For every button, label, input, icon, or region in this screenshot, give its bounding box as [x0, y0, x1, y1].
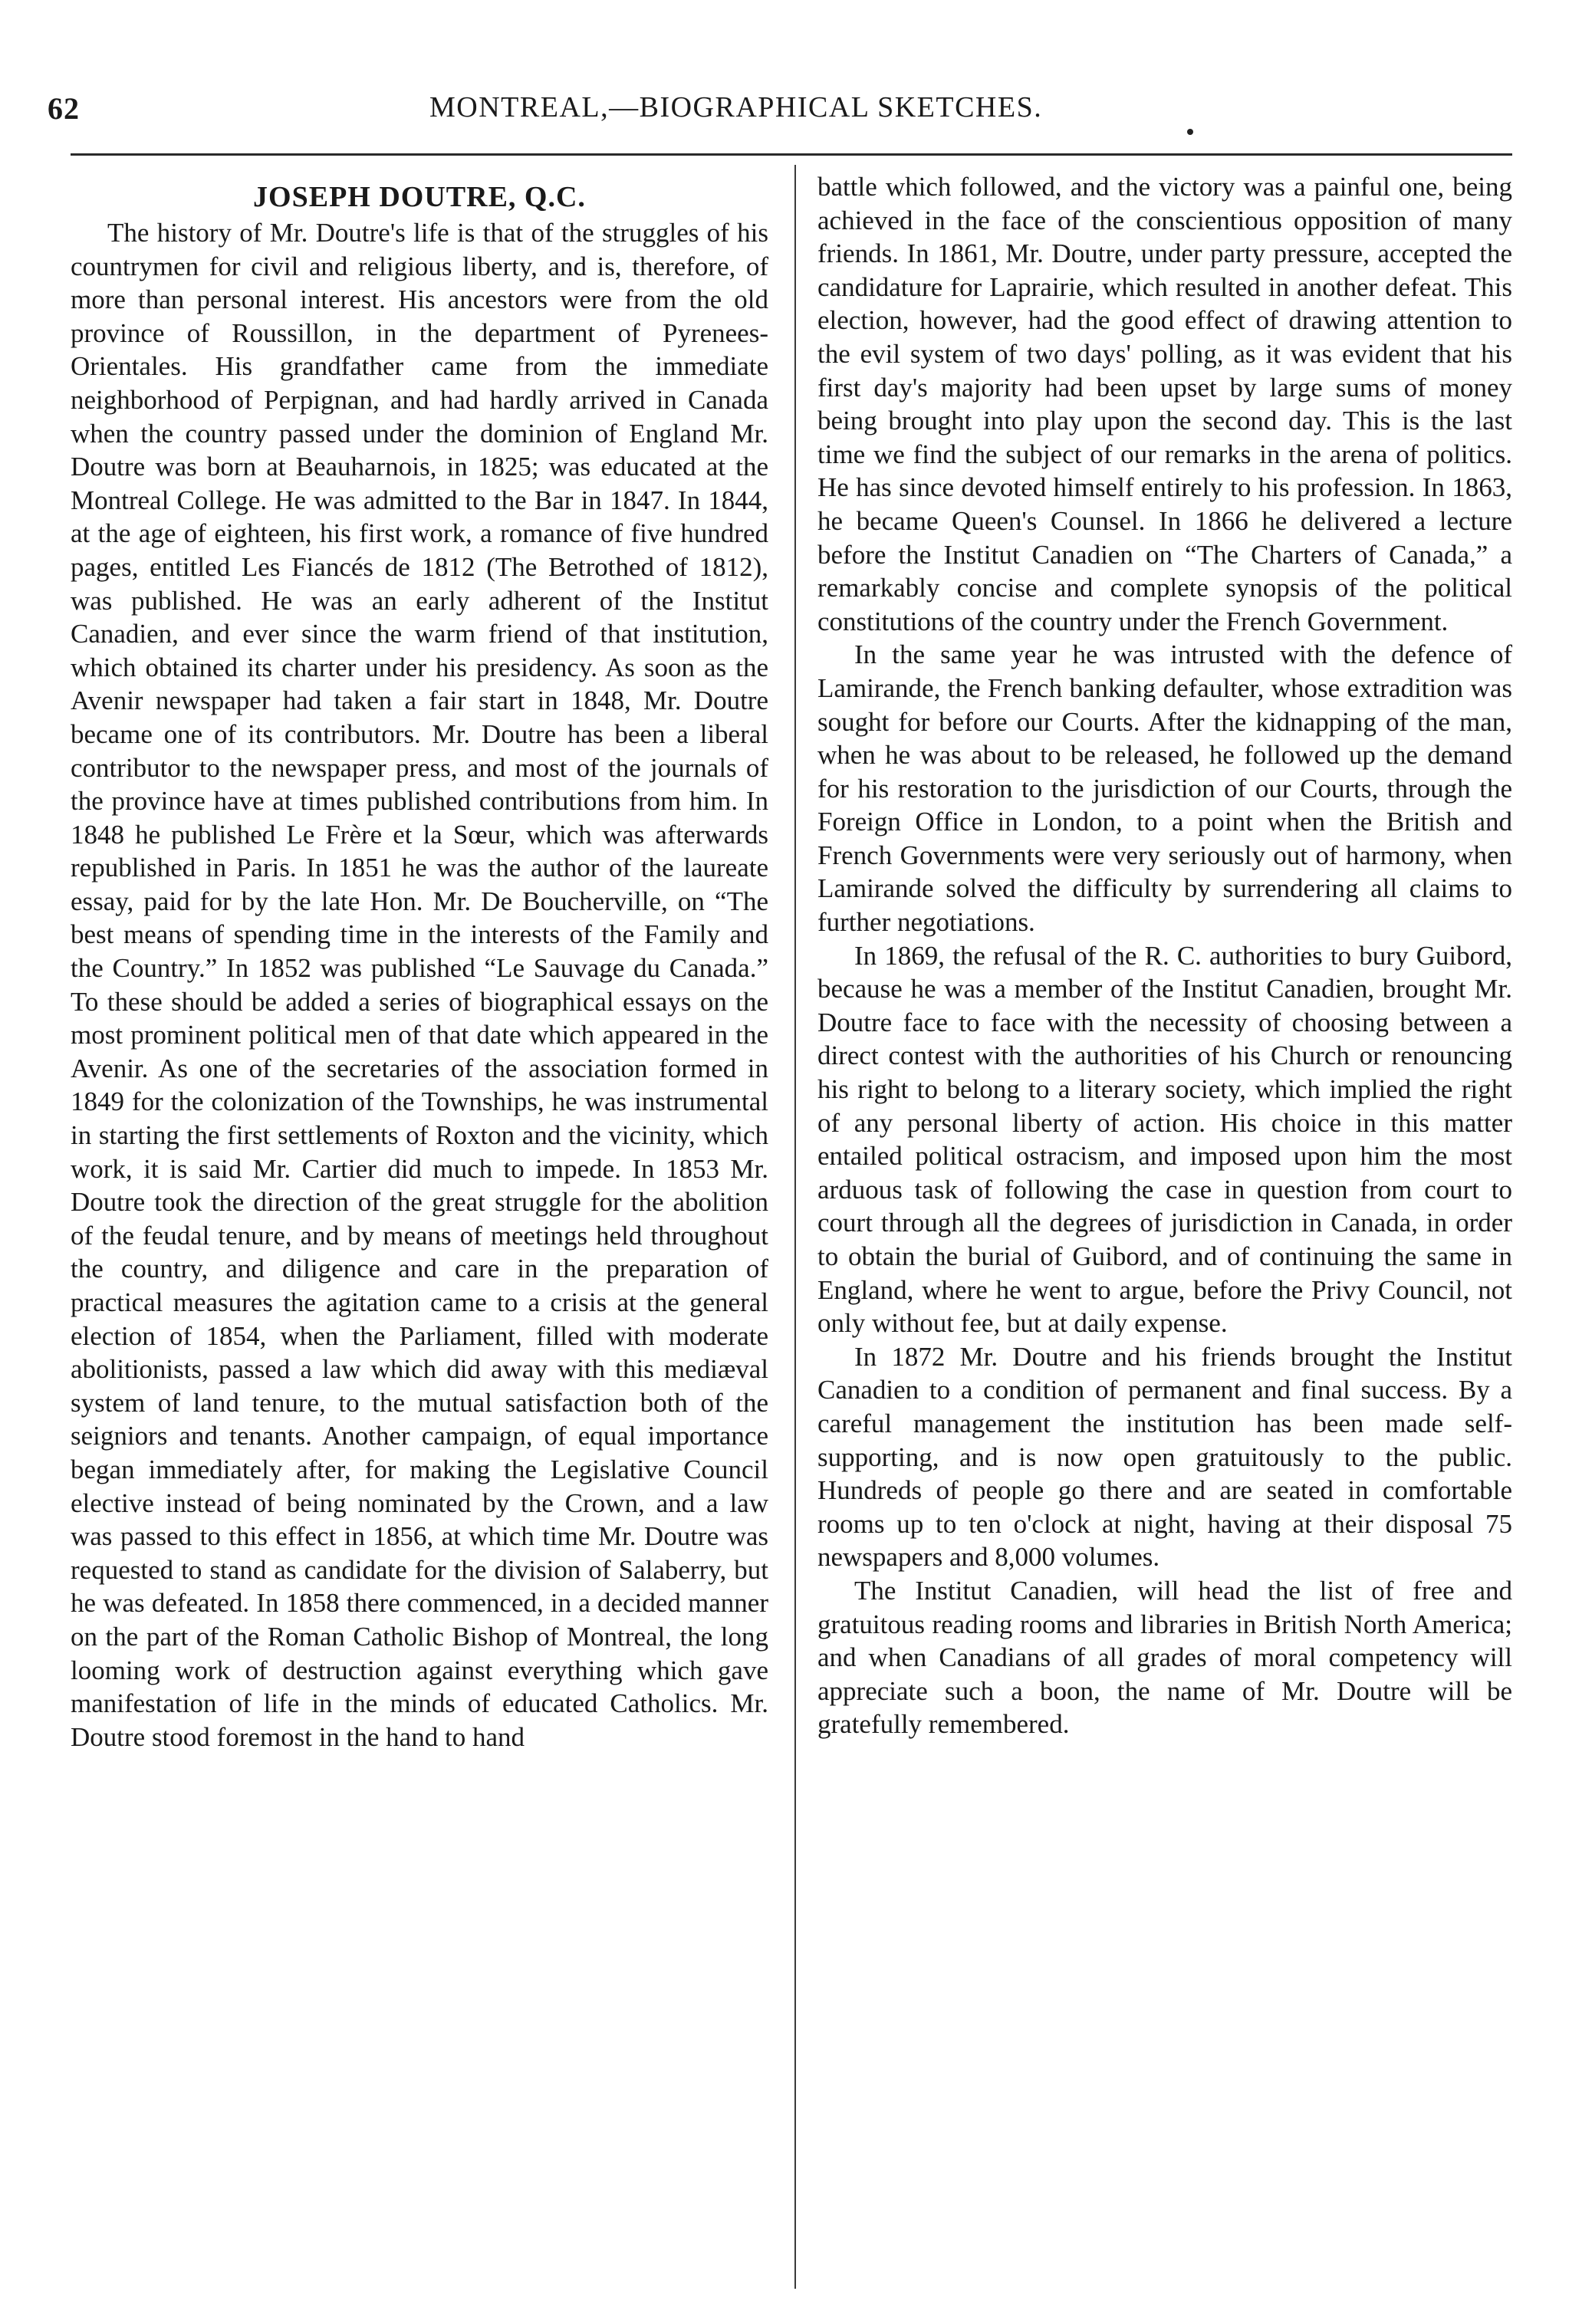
paragraph: In the same year he was intrusted with the defence of Lamirande, the French banking defaulter, whose extradition was sought for before our Courts. After the kidnapping of the man, when he was about to be released, he followed up the demand for his restoration to the jurisdiction of our Courts, through the Foreign Office in London, to a point when the British and French Governments were very seriously out of harmony, when Lamirande solved the difficulty by surrendering all claims to further negotiations. [817, 639, 1512, 938]
page-number: 62 [48, 91, 80, 126]
left-column [71, 170, 768, 1754]
running-head: MONTREAL,—BIOGRAPHICAL SKETCHES. [429, 91, 1043, 123]
right-column [817, 170, 1512, 1741]
paragraph: The Institut Canadien, will head the list of free and gratuitous reading rooms and libraries in British North America; and when Canadians of all grades of moral competency will appreciate such a boon, the name of Mr. Doutre will be gratefully remembered. [817, 1575, 1512, 1740]
paragraph: battle which followed, and the victory was a painful one, being achieved in the face of the conscientious opposition of many friends. In 1861, Mr. Doutre, under party pressure, accepted the candidature for Laprairie, which resulted in another defeat. This election, however, had the good effect of drawing attention to the evil system of two days' polling, as it was evident that his first day's majority had been upset by large sums of money being brought into play upon the second day. This is the last time we find the subject of our remarks in the arena of politics. He has since devoted himself entirely to his profession. In 1863, he became Queen's Counsel. In 1866 he delivered a lecture before the Institut Canadien on “The Charters of Canada,” a remarkably concise and complete synopsis of the political constitutions of the country under the French Government. [817, 172, 1512, 636]
ink-dot [1187, 129, 1193, 135]
article-title: JOSEPH DOUTRE, Q.C. [253, 181, 586, 213]
column-divider [794, 165, 796, 2289]
header-rule [71, 153, 1512, 156]
paragraph: The history of Mr. Doutre's life is that of the struggles of his countrymen for civil and religious liberty, and is, therefore, of more than personal interest. His ancestors were from the old province of Roussillon, in the department of Pyrenees-Orientales. His grandfather came from the immediate neighborhood of Perpignan, and had hardly arrived in Canada when the country passed under the dominion of England Mr. Doutre was born at Beauharnois, in 1825; was educated at the Montreal College. He was admitted to the Bar in 1847. In 1844, at the age of eighteen, his first work, a romance of five hundred pages, entitled Les Fiancés de 1812 (The Betrothed of 1812), was published. He was an early adherent of the Institut Canadien, and ever since the warm friend of that institution, which obtained its charter under his presidency. As soon as the Avenir newspaper had taken a fair start in 1848, Mr. Doutre became one of its contributors. Mr. Doutre has been a liberal contributor to the newspaper press, and most of the journals of the province have at times published contributions from him. In 1848 he published Le Frère et la Sœur, which was afterwards republished in Paris. In 1851 he was the author of the laureate essay, paid for by the late Hon. Mr. De Boucherville, on “The best means of spending time in the interests of the Family and the Country.” In 1852 was published “Le Sauvage du Canada.” To these should be added a series of biographical essays on the most prominent political men of that date which appeared in the Avenir. As one of the secretaries of the association formed in 1849 for the colonization of the Townships, he was instrumental in starting the first settlements of Roxton and the vicinity, which work, it is said Mr. Cartier did much to impede. In 1853 Mr. Doutre took the direction of the great struggle for the abolition of the feudal tenure, and by means of meetings held throughout the country, and diligence and care in the preparation of practical measures the agitation came to a crisis at the general election of 1854, when the Parliament, filled with moderate abolitionists, passed a law which did away with this mediæval system of land tenure, to the mutual satisfaction both of the seigniors and tenants. Another campaign, of equal importance began immediately after, for making the Legislative Council elective instead of being nominated by the Crown, and a law was passed to this effect in 1856, at which time Mr. Doutre was requested to stand as candidate for the division of Salaberry, but he was defeated. In 1858 there commenced, in a decided manner on the part of the Roman Catholic Bishop of Montreal, the long looming work of destruction against everything which gave manifestation of life in the minds of educated Catholics. Mr. Doutre stood foremost in the hand to hand [71, 218, 768, 1752]
paragraph: In 1869, the refusal of the R. C. authorities to bury Guibord, because he was a member of the Institut Canadien, brought Mr. Doutre face to face with the necessity of choosing between a direct contest with the authorities of his Church or renouncing his right to belong to a literary society, which implied the right of any personal liberty of action. His choice in this matter entailed political ostracism, and imposed upon him the most arduous task of following the case in question from court to court through all the degrees of jurisdiction in Canada, in order to obtain the burial of Guibord, and of continuing the same in England, where he went to argue, before the Privy Council, not only without fee, but at daily expense. [817, 940, 1512, 1339]
paragraph: In 1872 Mr. Doutre and his friends brought the Institut Canadien to a condition of permanent and final success. By a careful management the institution has been made self-supporting, and is now open gratuitously to the public. Hundreds of people go there and are seated in comfortable rooms up to ten o'clock at night, having at their disposal 75 newspapers and 8,000 volumes. [817, 1341, 1512, 1573]
